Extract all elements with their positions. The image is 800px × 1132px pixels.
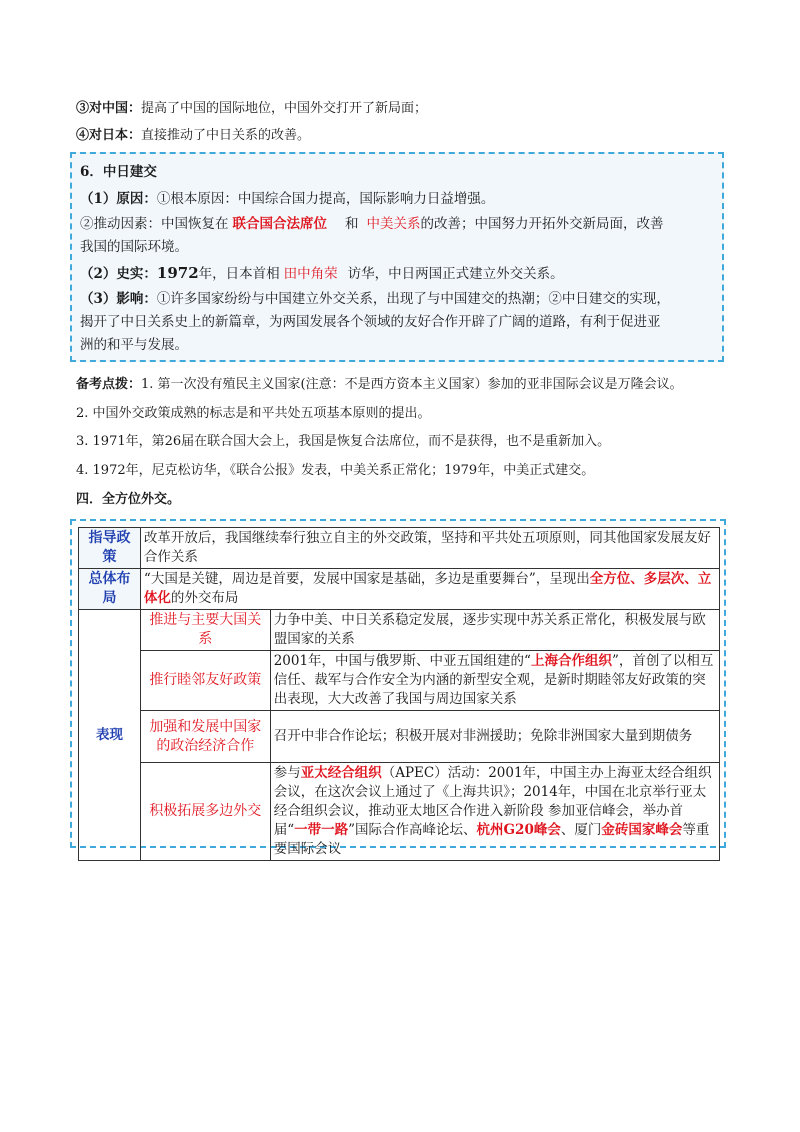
overall-layout-text <box>140 569 719 610</box>
neighbor-policy-label: 推行睦邻友好政策 <box>140 651 270 711</box>
table-row <box>79 569 720 610</box>
layout-highlight: 全方位、多层次、立体化 <box>143 571 712 606</box>
japan-impact-text: 直接推动了中日关系的改善。 <box>141 128 311 143</box>
box6-title: 6．中日建交 <box>80 164 157 180</box>
china-impact-text: 提高了中国的国际地位，中国外交打开了新局面； <box>141 101 428 116</box>
fact-pre: 年，日本首相 <box>198 266 280 282</box>
guiding-policy-text: 改革开放后，我国继续奉行独立自主的外交政策，坚持和平共处五项原则，同其他国家发展友好合作关系 <box>140 528 719 569</box>
japan-impact-label: ④对日本： <box>76 128 142 143</box>
layout-pre: “大国是关键，周边是首要，发展中国家是基础，多边是重要舞台”，呈现出 <box>143 571 590 587</box>
multi-highlight-g20: 杭州G20峰会 <box>476 822 561 838</box>
note-1: 1. 第一次没有殖民主义国家(注意：不是西方资本主义国家）参加的亚非国际会议是万隆会议。 <box>141 377 683 392</box>
multilateral-label: 积极拓展多边外交 <box>140 763 270 861</box>
multi-highlight-apec: 亚太经合组织 <box>300 765 382 781</box>
push-highlight-un-seat: 联合国合法席位 <box>232 216 327 232</box>
note-2: 2. 中国外交政策成熟的标志是和平共处五项基本原则的提出。 <box>76 406 431 421</box>
reason-text: ①根本原因：中国综合国力提高，国际影响力日益增强。 <box>156 191 495 207</box>
note-4: 4. 1972年，尼克松访华，《联合公报》发表，中美关系正常化；1979年，中美正式建交。 <box>76 463 595 478</box>
box6-reason <box>80 189 494 209</box>
push-post: 的改善；中国努力开拓外交新局面，改善 <box>420 216 664 232</box>
table-row <box>79 651 720 711</box>
push-pre: ②推动因素：中国恢复在 <box>80 216 229 232</box>
sino-japan-box <box>70 152 724 362</box>
multi-p4: 、厦门 <box>560 822 602 838</box>
multi-p3: ”国际合作高峰论坛、 <box>348 822 477 838</box>
performance-head: 表现 <box>79 610 141 861</box>
major-powers-text: 力争中美、中日关系稳定发展，逐步实现中苏关系正常化，积极发展与欧盟国家的关系 <box>270 610 719 651</box>
box6-push <box>80 214 664 234</box>
multi-p5: 等重要国际会议 <box>273 822 710 857</box>
table-row <box>79 610 720 651</box>
major-powers-label: 推进与主要大国关系 <box>140 610 270 651</box>
multi-highlight-belt-road: 一带一路 <box>294 822 349 838</box>
box6-impact-line2: 揭开了中日关系史上的新篇章，为两国发展各个领域的友好合作开辟了广阔的道路，有利于促进亚 <box>80 314 661 330</box>
china-impact-label: ③对中国： <box>76 101 142 116</box>
fact-year: 1972 <box>156 264 199 282</box>
impact-label: （3）影响： <box>80 291 157 307</box>
multi-p2: （APEC）活动：2001年，中国主办上海亚太经合组织会议，在这次会议上通过了《上海共识》；2014年，中国在北京举行亚太经合组织会议，推动亚太地区合作进入新阶段 参加亚信峰会，举办首届“ <box>273 765 712 838</box>
reason-label: （1）原因： <box>80 191 157 207</box>
table-row <box>79 528 720 569</box>
table-row <box>79 711 720 763</box>
multilateral-text <box>270 763 719 861</box>
developing-coop-text: 召开中非合作论坛；积极开展对非洲援助；免除非洲国家大量到期债务 <box>270 711 719 763</box>
multi-highlight-brics: 金砖国家峰会 <box>601 822 683 838</box>
fact-label: （2）史实： <box>80 266 157 282</box>
omni-diplomacy-table <box>78 527 720 861</box>
box6-impact <box>80 289 670 309</box>
fact-post: 访华，中日两国正式建立外交关系。 <box>347 266 564 282</box>
neighbor-policy-text <box>270 651 719 711</box>
overall-layout-head: 总体布局 <box>79 569 141 610</box>
china-impact-line <box>76 100 427 118</box>
multi-p1: 参与 <box>273 765 301 781</box>
developing-coop-label: 加强和发展中国家的政治经济合作 <box>140 711 270 763</box>
box6-impact-line3: 洲的和平与发展。 <box>80 337 188 353</box>
push-highlight-sino-us: 中美关系 <box>366 216 421 232</box>
omni-diplomacy-table-box <box>70 519 726 857</box>
push-mid: 和 <box>345 216 359 232</box>
neighbor-highlight-sco: 上海合作组织 <box>530 653 612 669</box>
neighbor-post: ”，首创了以相互信任、裁军与合作安全为内涵的新型安全观，是新时期睦邻友好政策的突出表现，大大改善了我国与周边国家关系 <box>273 653 714 707</box>
section-4-title: 四．全方位外交。 <box>76 492 181 507</box>
fact-highlight-tanaka: 田中角荣 <box>283 266 338 282</box>
note-3: 3. 1971年，第26届在联合国大会上，我国是恢复合法席位，而不是获得，也不是重新加入。 <box>76 434 611 449</box>
japan-impact-line <box>76 127 310 145</box>
notes-label: 备考点拨： <box>76 377 142 392</box>
layout-post: 的外交布局 <box>170 590 239 606</box>
impact-line1: ①许多国家纷纷与中国建立外交关系，出现了与中国建交的热潮；②中日建交的实现， <box>156 291 670 307</box>
neighbor-pre: 2001年，中国与俄罗斯、中亚五国组建的“ <box>273 653 531 669</box>
box6-fact <box>80 263 564 284</box>
box6-push-line2: 我国的国际环境。 <box>80 239 188 255</box>
guiding-policy-head: 指导政策 <box>79 528 141 569</box>
note-1-line <box>76 376 683 394</box>
table-row <box>79 763 720 861</box>
